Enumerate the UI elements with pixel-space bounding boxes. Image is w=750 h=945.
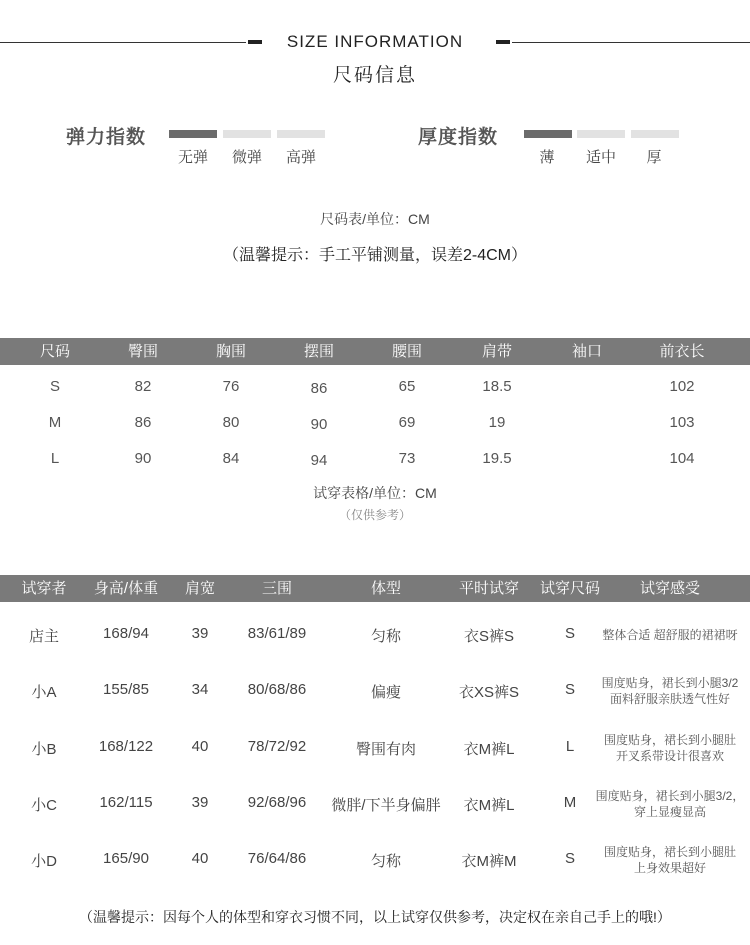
size-table-cell: L: [50, 450, 60, 467]
tryon-cell-usual: 衣S裤S: [463, 628, 514, 645]
tryon-feel-line: 围度贴身，裙长到小腿3/2，: [595, 789, 745, 803]
tryon-header-cell: 体型: [370, 580, 401, 597]
size-table-cell: 86: [134, 414, 152, 431]
tryon-cell-hw: 155/85: [103, 681, 149, 698]
tryon-header-cell: 肩宽: [184, 580, 215, 597]
tryon-cell-shoulder: 34: [191, 681, 209, 698]
tryon-cell-usual: 衣M裤M: [461, 853, 517, 870]
tryon-cell-tester: 小B: [31, 741, 57, 758]
size-table-cell: M: [48, 414, 62, 431]
tryon-cell-body: 匀称: [370, 628, 401, 645]
tryon-feel-line: 围度贴身，裙长到小腿肚: [603, 845, 736, 859]
measure-tip: （温馨提示：手工平铺测量，误差2-4CM）: [222, 247, 527, 264]
tryon-cell-tester: 小C: [31, 797, 57, 814]
elasticity-bar-3: [277, 130, 325, 138]
elasticity-option: 无弹: [177, 149, 208, 166]
elasticity-bar-2: [223, 130, 271, 138]
size-table-cell: 103: [669, 414, 695, 431]
tryon-cell-usual: 衣M裤L: [463, 797, 515, 814]
tryon-feel-line: 上身效果超好: [633, 861, 706, 875]
size-table-header: [0, 338, 750, 365]
tryon-cell-tester: 小A: [31, 684, 57, 701]
tryon-feel-line: 开叉系带设计很喜欢: [615, 749, 724, 763]
tryon-cell-bwh: 83/61/89: [247, 625, 307, 642]
size-table-cell: 90: [310, 416, 328, 433]
size-header-cell: 胸围: [215, 343, 246, 360]
size-table-cell: 82: [134, 378, 152, 395]
size-header-cell: 袖口: [571, 343, 602, 360]
tryon-cell-hw: 165/90: [103, 850, 149, 867]
size-table-cell: 69: [398, 414, 416, 431]
thickness-option: 薄: [539, 149, 555, 166]
tryon-cell-size: L: [565, 738, 575, 755]
tryon-header-cell: 三围: [261, 580, 292, 597]
tryon-cell-shoulder: 39: [191, 794, 209, 811]
thickness-bar-3: [631, 130, 679, 138]
size-header-cell: 腰围: [391, 343, 422, 360]
tryon-cell-bwh: 80/68/86: [247, 681, 307, 698]
tryon-header-cell: 试穿感受: [639, 580, 700, 597]
size-table-cell: 104: [669, 450, 695, 467]
size-table-cell: 102: [669, 378, 695, 395]
tryon-feel-line: 围度贴身，裙长到小腿肚: [603, 733, 736, 747]
size-header-cell: 尺码: [39, 343, 70, 360]
bottom-tip: （温馨提示：因每个人的体型和穿衣习惯不同，以上试穿仅供参考，决定权在亲自己手上的哦!）: [79, 909, 671, 925]
size-table-cell: 86: [310, 380, 328, 397]
thickness-bar-2: [577, 130, 625, 138]
size-table-cell: 76: [222, 378, 240, 395]
tryon-cell-bwh: 76/64/86: [247, 850, 307, 867]
size-table-cell: 80: [222, 414, 240, 431]
elasticity-option: 微弹: [231, 149, 262, 166]
tryon-cell-shoulder: 39: [191, 625, 209, 642]
size-header-cell: 摆围: [303, 343, 334, 360]
tryon-cell-usual: 衣M裤L: [463, 741, 515, 758]
tryon-cell-body: 匀称: [370, 853, 401, 870]
size-table-cell: 73: [398, 450, 416, 467]
elasticity-label: 弹力指数: [66, 127, 147, 148]
thickness-option: 厚: [646, 149, 662, 166]
size-header-cell: 臀围: [127, 343, 158, 360]
size-table-cell: 19: [488, 414, 506, 431]
tryon-header-cell: 平时试穿: [458, 580, 519, 597]
size-table-cell: 94: [310, 452, 328, 469]
size-table-cell: S: [49, 378, 60, 395]
tryon-feel-line: 穿上显瘦显高: [633, 805, 706, 819]
tryon-feel-line: 整体合适 超舒服的裙裙呀: [602, 628, 738, 642]
tryon-cell-bwh: 92/68/96: [247, 794, 307, 811]
tryon-cell-tester: 小D: [31, 853, 57, 870]
size-unit-note: 尺码表/单位：CM: [320, 211, 430, 227]
header-line-right: [512, 42, 750, 43]
tryon-header-cell: 试穿者: [21, 580, 67, 597]
size-table-cell: 18.5: [482, 378, 512, 395]
size-table-cell: 65: [398, 378, 416, 395]
size-table-cell: 90: [134, 450, 152, 467]
thickness-label: 厚度指数: [418, 127, 499, 148]
tryon-cell-shoulder: 40: [191, 850, 209, 867]
elasticity-option: 高弹: [285, 149, 316, 166]
tryon-cell-tester: 店主: [28, 628, 59, 645]
size-header-cell: 肩带: [481, 343, 512, 360]
tryon-ref-note: （仅供参考）: [338, 508, 411, 522]
tryon-cell-body: 偏瘦: [370, 684, 401, 701]
size-header-cell: 前衣长: [659, 343, 705, 360]
tryon-header-cell: 试穿尺码: [539, 580, 600, 597]
tryon-cell-shoulder: 40: [191, 738, 209, 755]
tryon-cell-size: S: [564, 625, 575, 642]
tryon-table-header: [0, 575, 750, 602]
tryon-cell-size: S: [564, 681, 575, 698]
tryon-cell-usual: 衣XS裤S: [458, 684, 519, 701]
page-subtitle: 尺码信息: [332, 65, 417, 86]
thickness-option: 适中: [585, 149, 616, 166]
page-title: SIZE INFORMATION: [286, 32, 464, 51]
size-table-cell: 84: [222, 450, 240, 467]
tryon-header-cell: 身高/体重: [93, 580, 159, 597]
tryon-feel-line: 围度贴身，裙长到小腿3/2: [601, 676, 739, 690]
tryon-cell-hw: 168/94: [103, 625, 149, 642]
tryon-cell-body: 微胖/下半身偏胖: [331, 797, 441, 814]
tryon-cell-size: S: [564, 850, 575, 867]
thickness-bar-1: [524, 130, 572, 138]
tryon-feel-line: 面料舒服亲肤透气性好: [609, 692, 730, 706]
tryon-cell-bwh: 78/72/92: [247, 738, 307, 755]
tryon-cell-size: M: [563, 794, 577, 811]
elasticity-bar-1: [169, 130, 217, 138]
tryon-cell-body: 臀围有肉: [355, 741, 416, 758]
size-table-cell: 19.5: [482, 450, 512, 467]
header-dash-right: [496, 40, 510, 44]
tryon-unit-note: 试穿表格/单位：CM: [313, 485, 437, 501]
tryon-cell-hw: 162/115: [99, 794, 153, 811]
tryon-cell-hw: 168/122: [98, 738, 154, 755]
